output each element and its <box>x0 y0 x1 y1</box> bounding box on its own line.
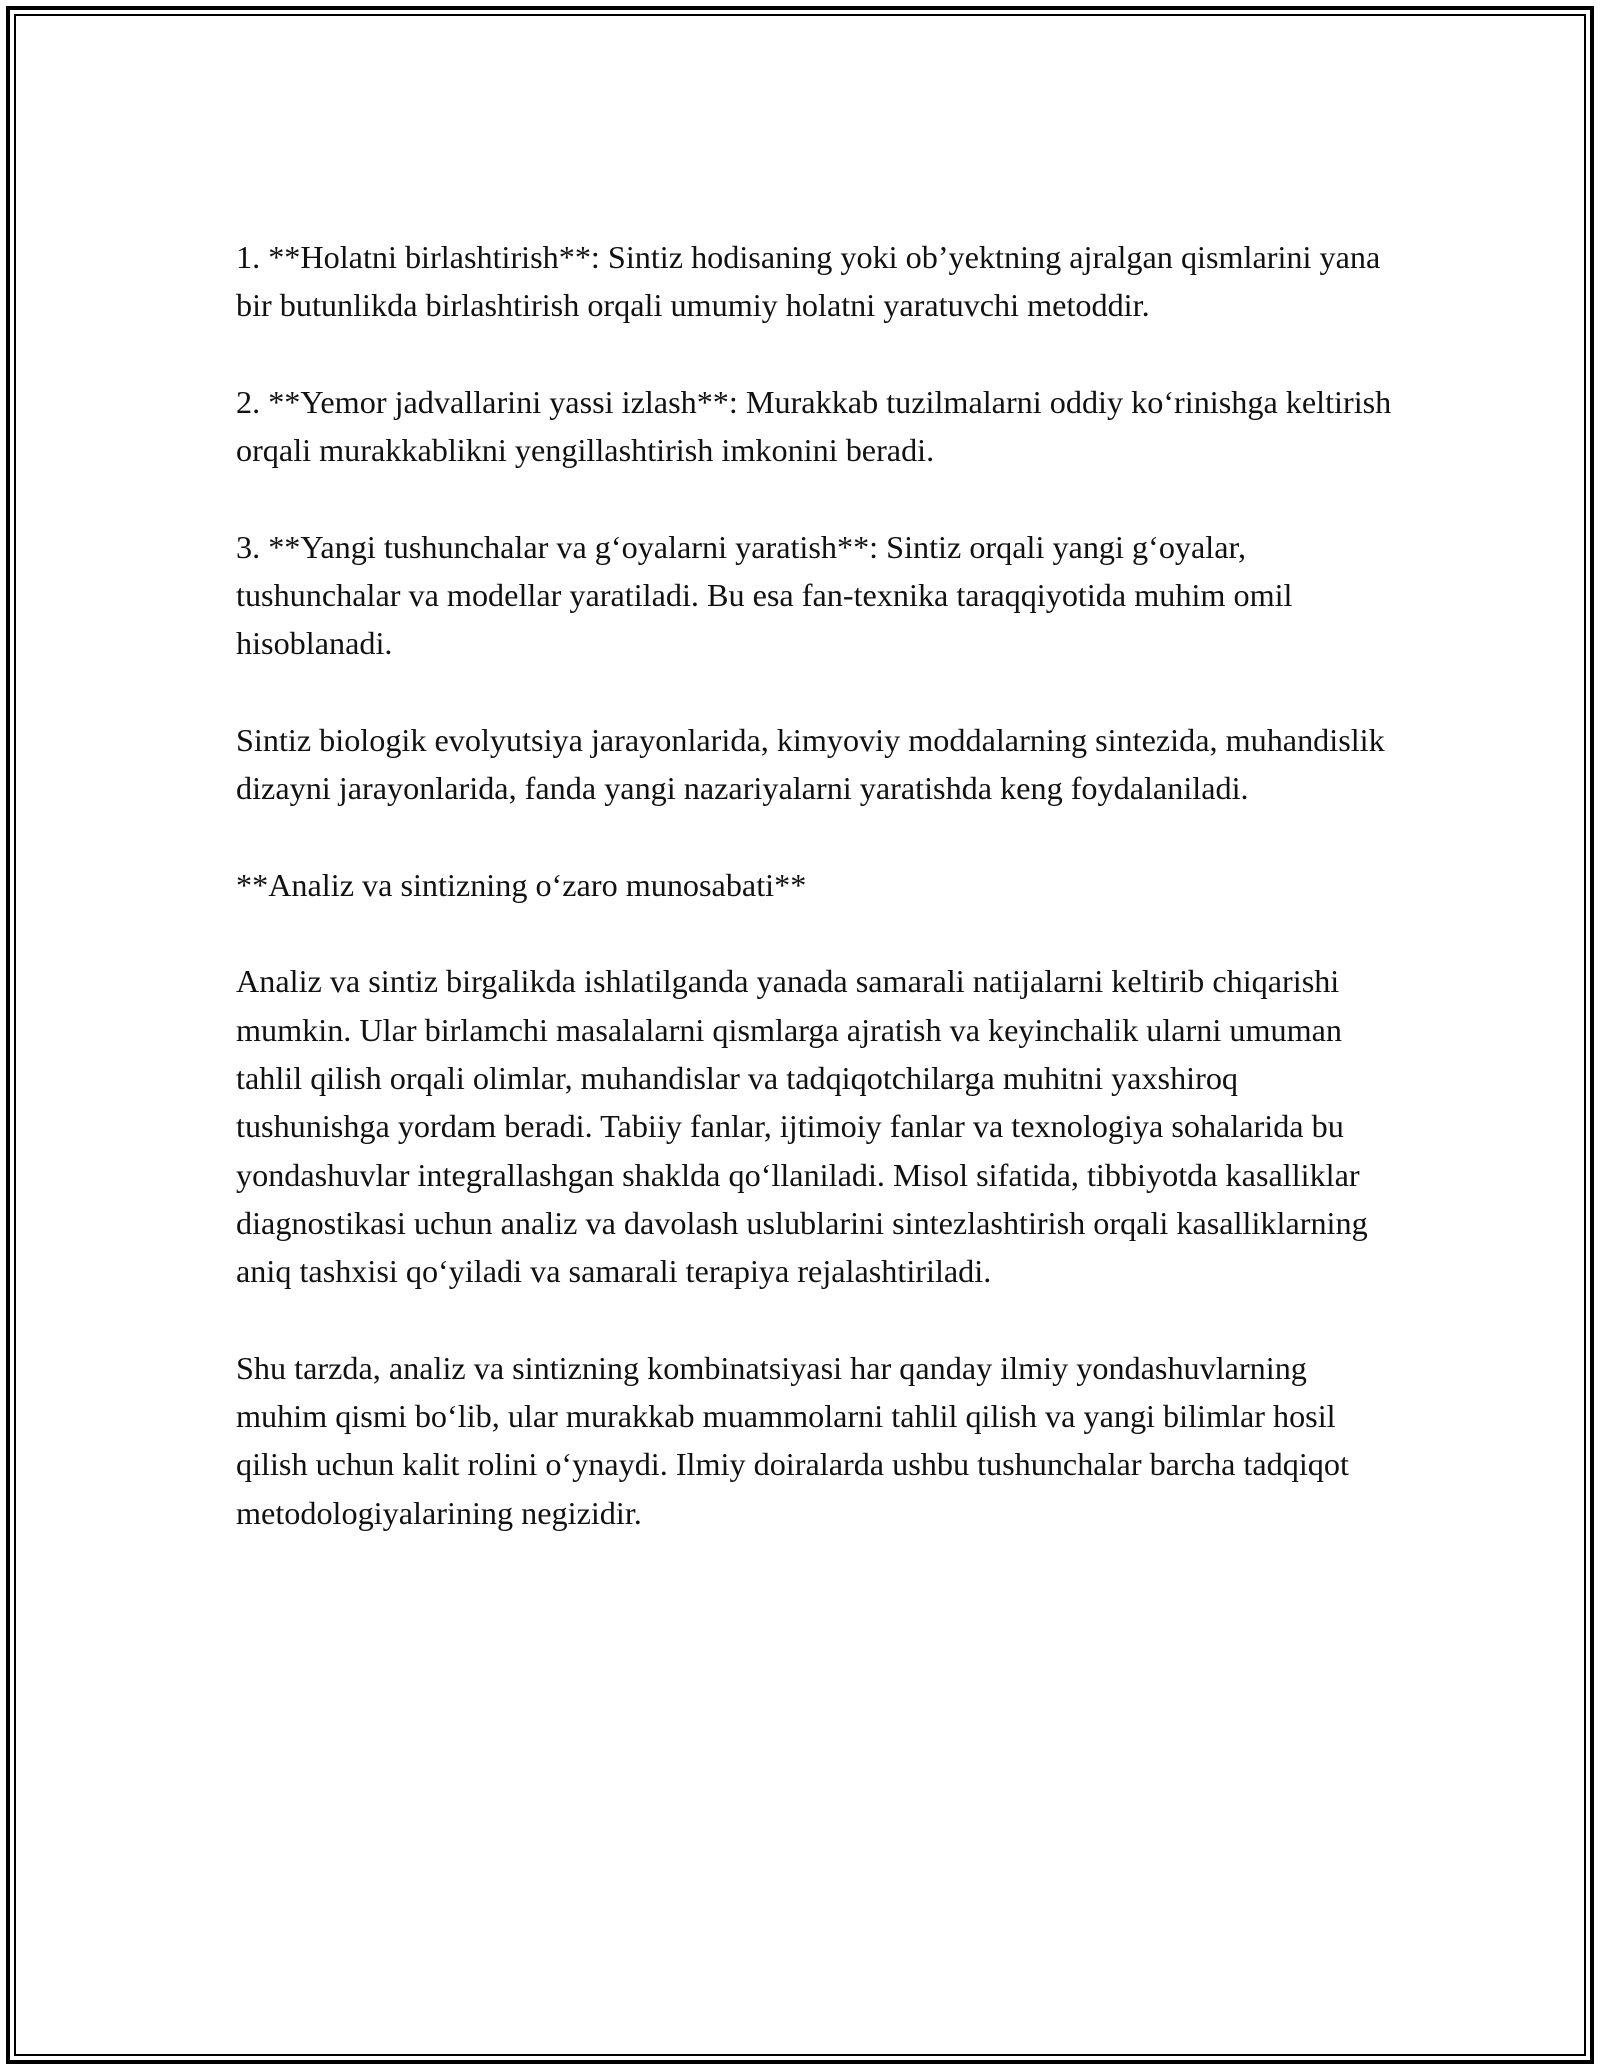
paragraph-synthesis-usage: Sintiz biologik evolyutsiya jarayonlarida, kimyoviy moddalarning sintezida, muhandislik dizayni jarayonlarida, fanda yangi nazariyalarni yaratishda keng foydalaniladi. <box>236 721 1385 807</box>
list-item-1: 1. **Holatni birlashtirish**: Sintiz hodisaning yoki ob’yektning ajralgan qismlarini yana bir butunlikda birlashtirish orqali umumiy holatni yaratuvchi metoddir. <box>236 239 1381 324</box>
section-heading: **Analiz va sintizning o‘zaro munosabati** <box>236 866 807 903</box>
paragraph-relationship: Analiz va sintiz birgalikda ishlatilganda yanada samarali natijalarni keltirib chiqarishi mumkin. Ular birlamchi masalalarni qismlarga ajratish va keyinchalik ularni umuman tahlil qilish orqali olimlar, muhandislar va tadqiqotchilarga muhitni yaxshiroq tushunishga yordam beradi. Tabiiy fanlar, ijtimoiy fanlar va texnologiya sohalarida bu yondashuvlar integrallashgan shaklda qo‘llaniladi. Misol sifatida, tibbiyotda kasalliklar diagnostikasi uchun analiz va davolash uslublarini sintezlashtirish orqali kasalliklarning aniq tashxisi qo‘yiladi va samarali terapiya rejalashtiriladi. <box>236 963 1368 1290</box>
list-item-3: 3. **Yangi tushunchalar va g‘oyalarni yaratish**: Sintiz orqali yangi g‘oyalar, tushunchalar va modellar yaratiladi. Bu esa fan-texnika taraqqiyotida muhim omil hisoblanadi. <box>236 528 1293 662</box>
paragraph-conclusion: Shu tarzda, analiz va sintizning kombinatsiyasi har qanday ilmiy yondashuvlarning muhim qismi bo‘lib, ular murakkab muammolarni tahlil qilish va yangi bilimlar hosil qilish uchun kalit rolini o‘ynaydi. Ilmiy doiralarda ushbu tushunchalar barcha tadqiqot metodologiyalarining negizidir. <box>236 1349 1349 1531</box>
list-item-2: 2. **Yemor jadvallarini yassi izlash**: Murakkab tuzilmalarni oddiy ko‘rinishga keltirish orqali murakkablikni yengillashtirish imkonini beradi. <box>236 383 1392 469</box>
document-body <box>236 233 1396 1537</box>
